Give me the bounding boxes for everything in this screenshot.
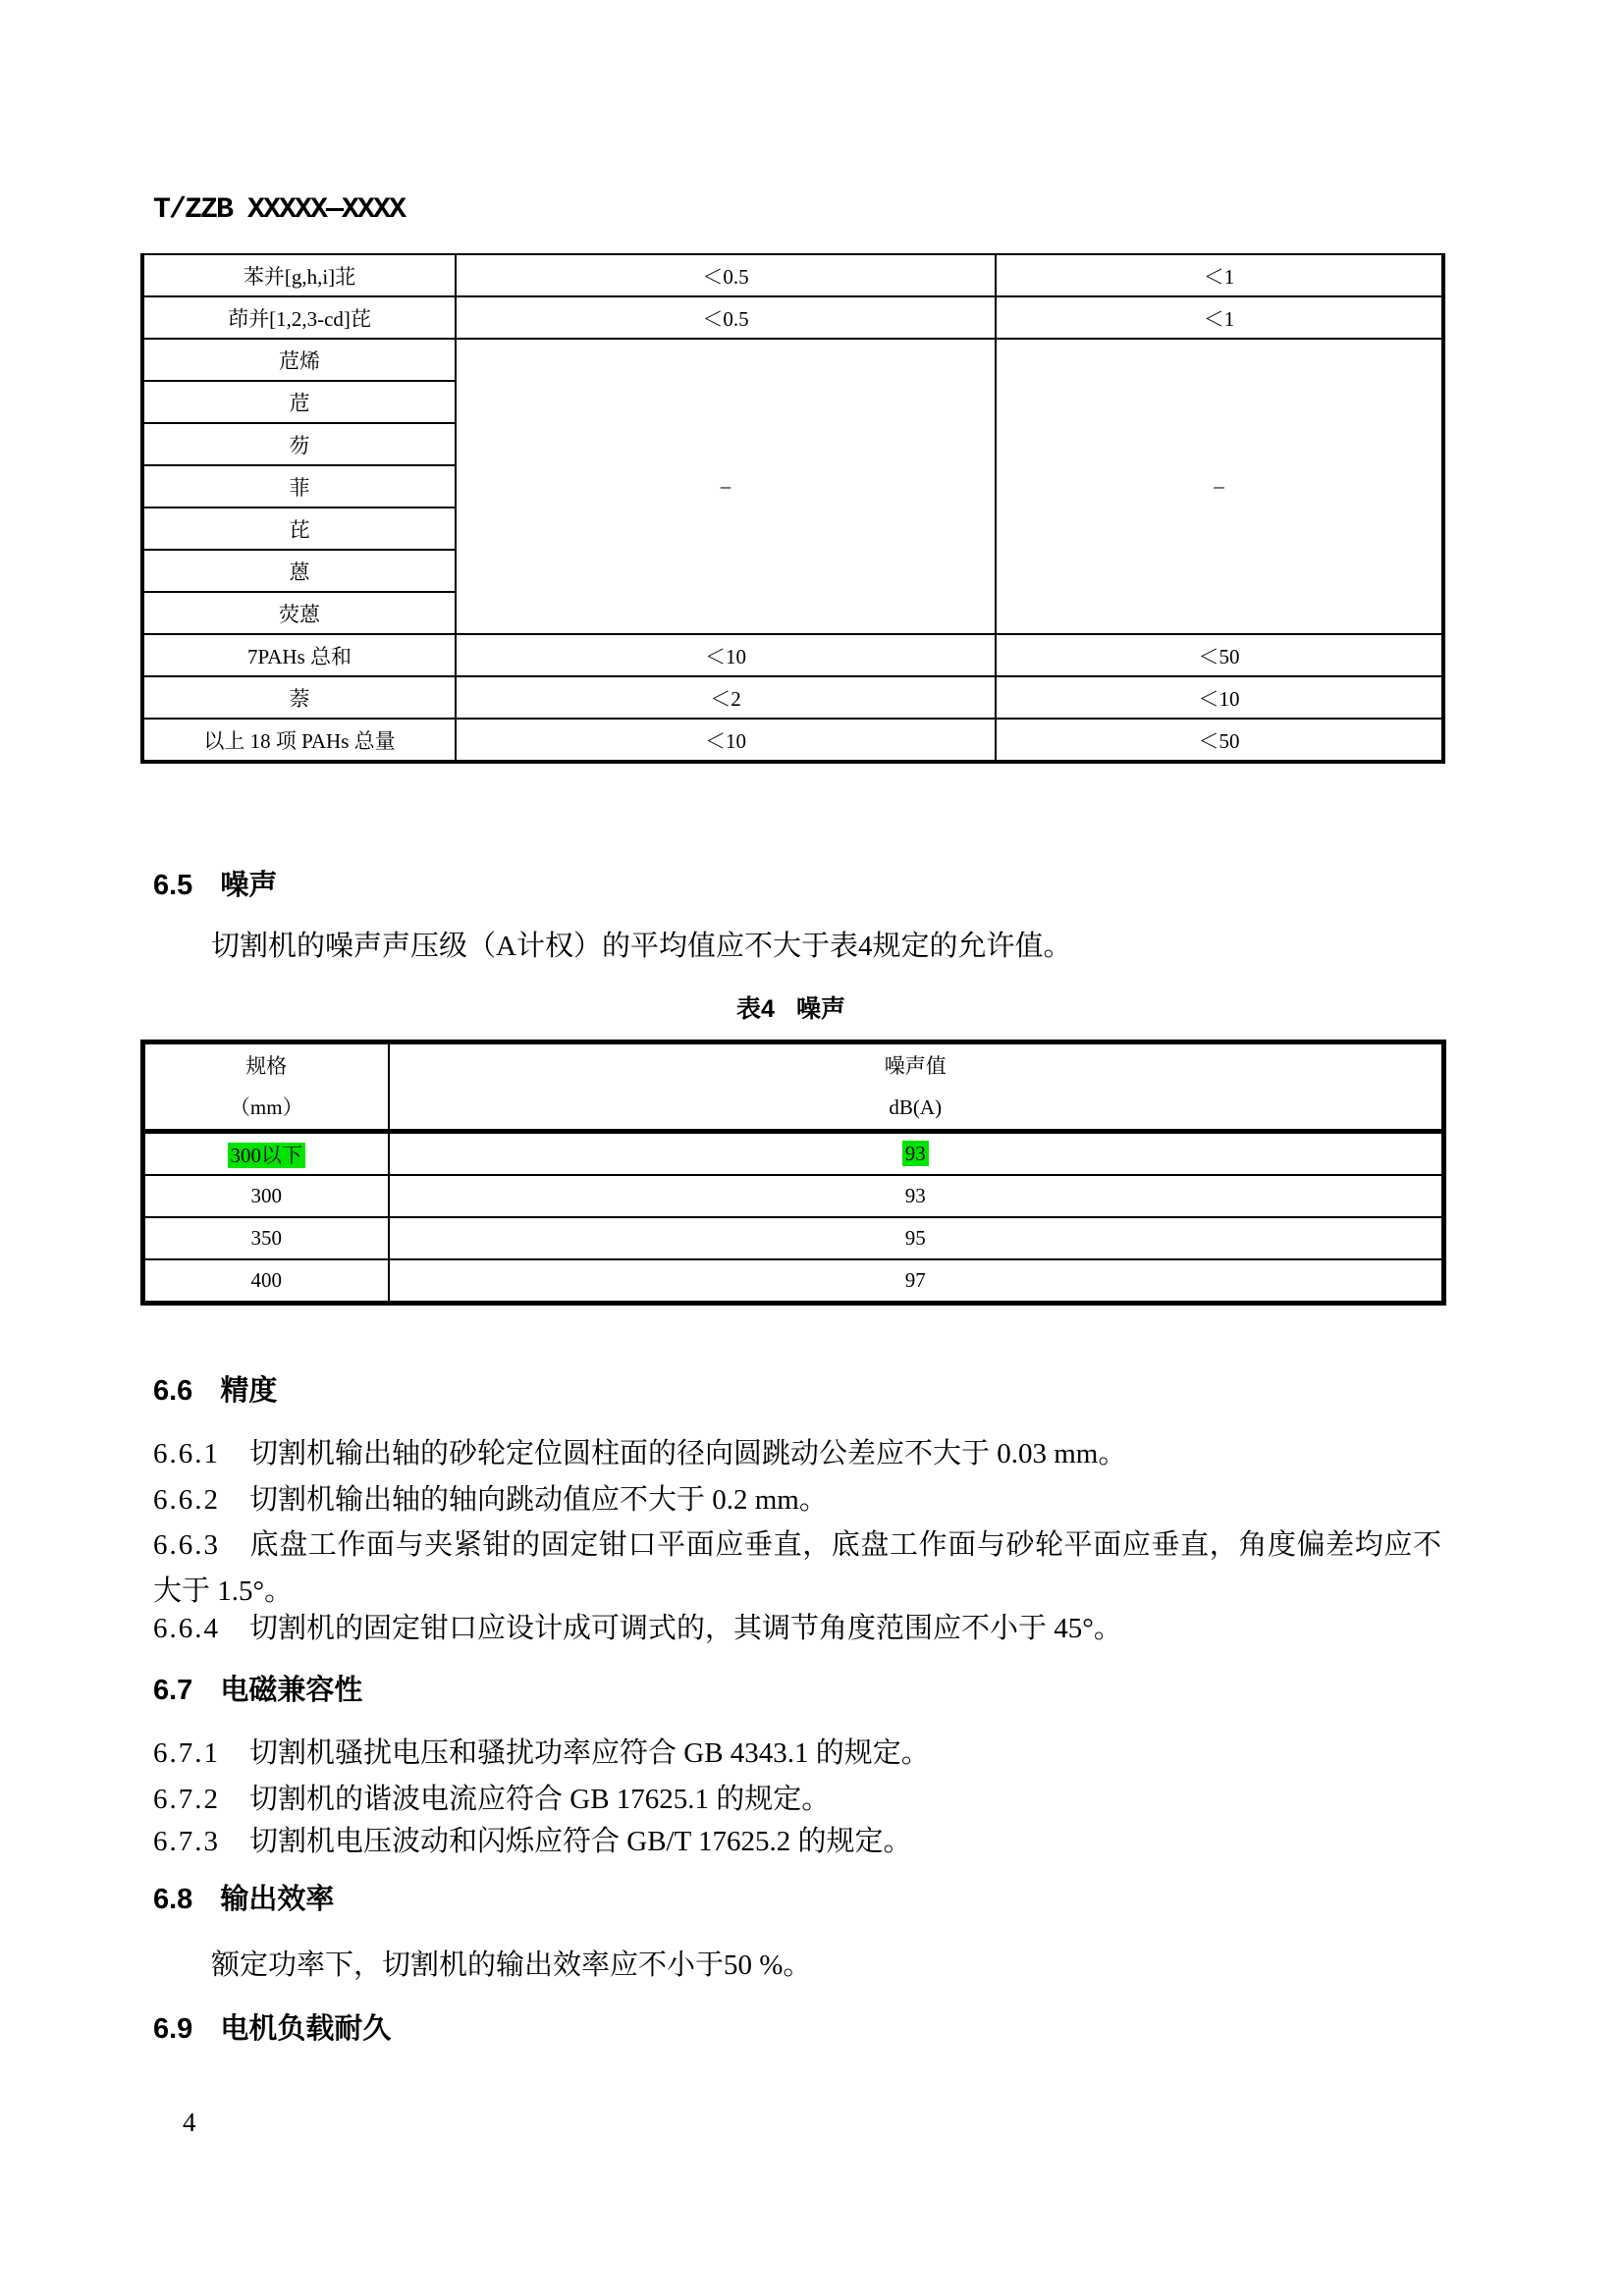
spec-header-cell	[143, 1042, 389, 1132]
clause-6-7-2	[153, 1777, 1441, 1823]
spec-header-line2: （mm）	[229, 1095, 303, 1119]
table-row	[142, 634, 1443, 676]
clause-number: 6.7.3	[153, 1826, 220, 1857]
section-number: 6.9	[153, 2013, 193, 2045]
limit-cell: ＜1	[996, 296, 1443, 339]
substance-cell: 萘	[142, 676, 456, 719]
limit-cell: ＜50	[996, 634, 1443, 676]
clause-text: 切割机输出轴的轴向跳动值应不大于 0.2 mm。	[249, 1484, 828, 1516]
section-number: 6.6	[153, 1375, 193, 1407]
spec-cell	[143, 1132, 389, 1176]
substance-cell: 以上 18 项 PAHs 总量	[142, 719, 456, 762]
clause-text: 切割机的固定钳口应设计成可调式的，其调节角度范围应不小于 45°。	[249, 1613, 1122, 1644]
substance-cell: 蒽	[142, 550, 456, 592]
limit-cell: ＜0.5	[456, 296, 996, 339]
clause-text: 切割机输出轴的砂轮定位圆柱面的径向圆跳动公差应不大于 0.03 mm。	[249, 1438, 1127, 1469]
section-6-6-heading	[153, 1373, 277, 1409]
table-row-highlighted	[143, 1132, 1444, 1176]
substance-cell: 苊	[142, 381, 456, 423]
limit-cell: ＜2	[456, 676, 996, 719]
section-number: 6.5	[153, 870, 193, 901]
value-cell	[389, 1132, 1444, 1176]
table-row	[143, 1175, 1444, 1217]
clause-6-6-3	[153, 1522, 1441, 1615]
clause-6-6-2	[153, 1477, 1441, 1523]
value-cell: 95	[389, 1217, 1444, 1259]
limit-cell: ＜10	[996, 676, 1443, 719]
section-6-8-heading	[153, 1882, 334, 1917]
section-title: 输出效率	[220, 1884, 335, 1915]
section-6-7-heading	[153, 1673, 362, 1708]
table-row	[142, 254, 1443, 296]
section-title: 精度	[220, 1375, 278, 1407]
table-row	[143, 1259, 1444, 1304]
limit-cell: ＜50	[996, 719, 1443, 762]
limit-cell: ＜1	[996, 254, 1443, 296]
highlighted-spec: 300以下	[228, 1143, 306, 1168]
limit-cell: ＜10	[456, 634, 996, 676]
clause-number: 6.6.1	[153, 1438, 220, 1469]
substance-cell: 苯并[g,h,i]苝	[142, 254, 456, 296]
clause-text: 切割机的谐波电流应符合 GB 17625.1 的规定。	[249, 1784, 831, 1815]
clause-6-6-1	[153, 1431, 1441, 1477]
table-row	[142, 296, 1443, 339]
clause-text: 切割机电压波动和闪烁应符合 GB/T 17625.2 的规定。	[249, 1826, 912, 1857]
noise-header-line2: dB(A)	[889, 1095, 943, 1119]
clause-number: 6.7.1	[153, 1737, 220, 1769]
table-row	[142, 339, 1443, 381]
substance-cell: 芘	[142, 507, 456, 550]
table-header-row	[143, 1042, 1444, 1132]
section-title: 电机负载耐久	[220, 2013, 392, 2045]
section-6-9-heading	[153, 2011, 391, 2047]
section-number: 6.7	[153, 1675, 193, 1706]
spec-header-line1: 规格	[245, 1054, 288, 1078]
section-6-5-paragraph: 切割机的噪声声压级（A计权）的平均值应不大于表4规定的允许值。	[211, 931, 1072, 962]
section-number: 6.8	[153, 1884, 193, 1915]
value-cell: 93	[389, 1175, 1444, 1217]
limit-cell: ＜0.5	[456, 254, 996, 296]
section-title: 噪声	[220, 870, 278, 901]
spec-cell: 400	[143, 1259, 389, 1304]
substance-cell: 苊烯	[142, 339, 456, 381]
limit-cell: ＜10	[456, 719, 996, 762]
table4-caption-title: 噪声	[795, 995, 845, 1023]
clause-text: 切割机骚扰电压和骚扰功率应符合 GB 4343.1 的规定。	[249, 1737, 930, 1769]
highlighted-value: 93	[902, 1141, 929, 1166]
substance-cell: 荧蒽	[142, 592, 456, 634]
clause-6-7-1	[153, 1731, 1441, 1777]
section-title: 电磁兼容性	[220, 1675, 363, 1706]
clause-number: 6.6.3	[153, 1529, 220, 1561]
merged-limit-cell: –	[996, 339, 1443, 634]
clause-number: 6.6.2	[153, 1484, 220, 1516]
section-6-5-heading	[153, 868, 277, 903]
noise-header-line1: 噪声值	[884, 1054, 947, 1078]
pah-limits-table	[140, 253, 1445, 764]
substance-cell: 菲	[142, 465, 456, 507]
value-cell: 97	[389, 1259, 1444, 1304]
clause-6-6-4	[153, 1606, 1441, 1652]
noise-table	[140, 1040, 1446, 1306]
spec-cell: 300	[143, 1175, 389, 1217]
substance-cell: 芴	[142, 423, 456, 465]
spec-cell: 350	[143, 1217, 389, 1259]
merged-limit-cell: –	[456, 339, 996, 634]
noise-header-cell	[389, 1042, 1444, 1132]
clause-number: 6.7.2	[153, 1784, 220, 1815]
substance-cell: 7PAHs 总和	[142, 634, 456, 676]
table-row	[143, 1217, 1444, 1259]
table4-caption	[140, 989, 1441, 1025]
clause-text: 底盘工作面与夹紧钳的固定钳口平面应垂直，底盘工作面与砂轮平面应垂直，角度偏差均应不大于 1.5°。	[153, 1529, 1441, 1607]
clause-6-7-3	[153, 1819, 1441, 1865]
table-row	[142, 719, 1443, 762]
clause-number: 6.6.4	[153, 1613, 220, 1644]
table4-caption-label: 表4	[736, 995, 775, 1023]
doc-code-header: T/ZZB XXXXX—XXXX	[153, 193, 406, 227]
section-6-8-paragraph: 额定功率下，切割机的输出效率应不小于50 %。	[211, 1949, 812, 1981]
substance-cell: 茚并[1,2,3-cd]芘	[142, 296, 456, 339]
table-row	[142, 676, 1443, 719]
page-number: 4	[183, 2108, 196, 2137]
